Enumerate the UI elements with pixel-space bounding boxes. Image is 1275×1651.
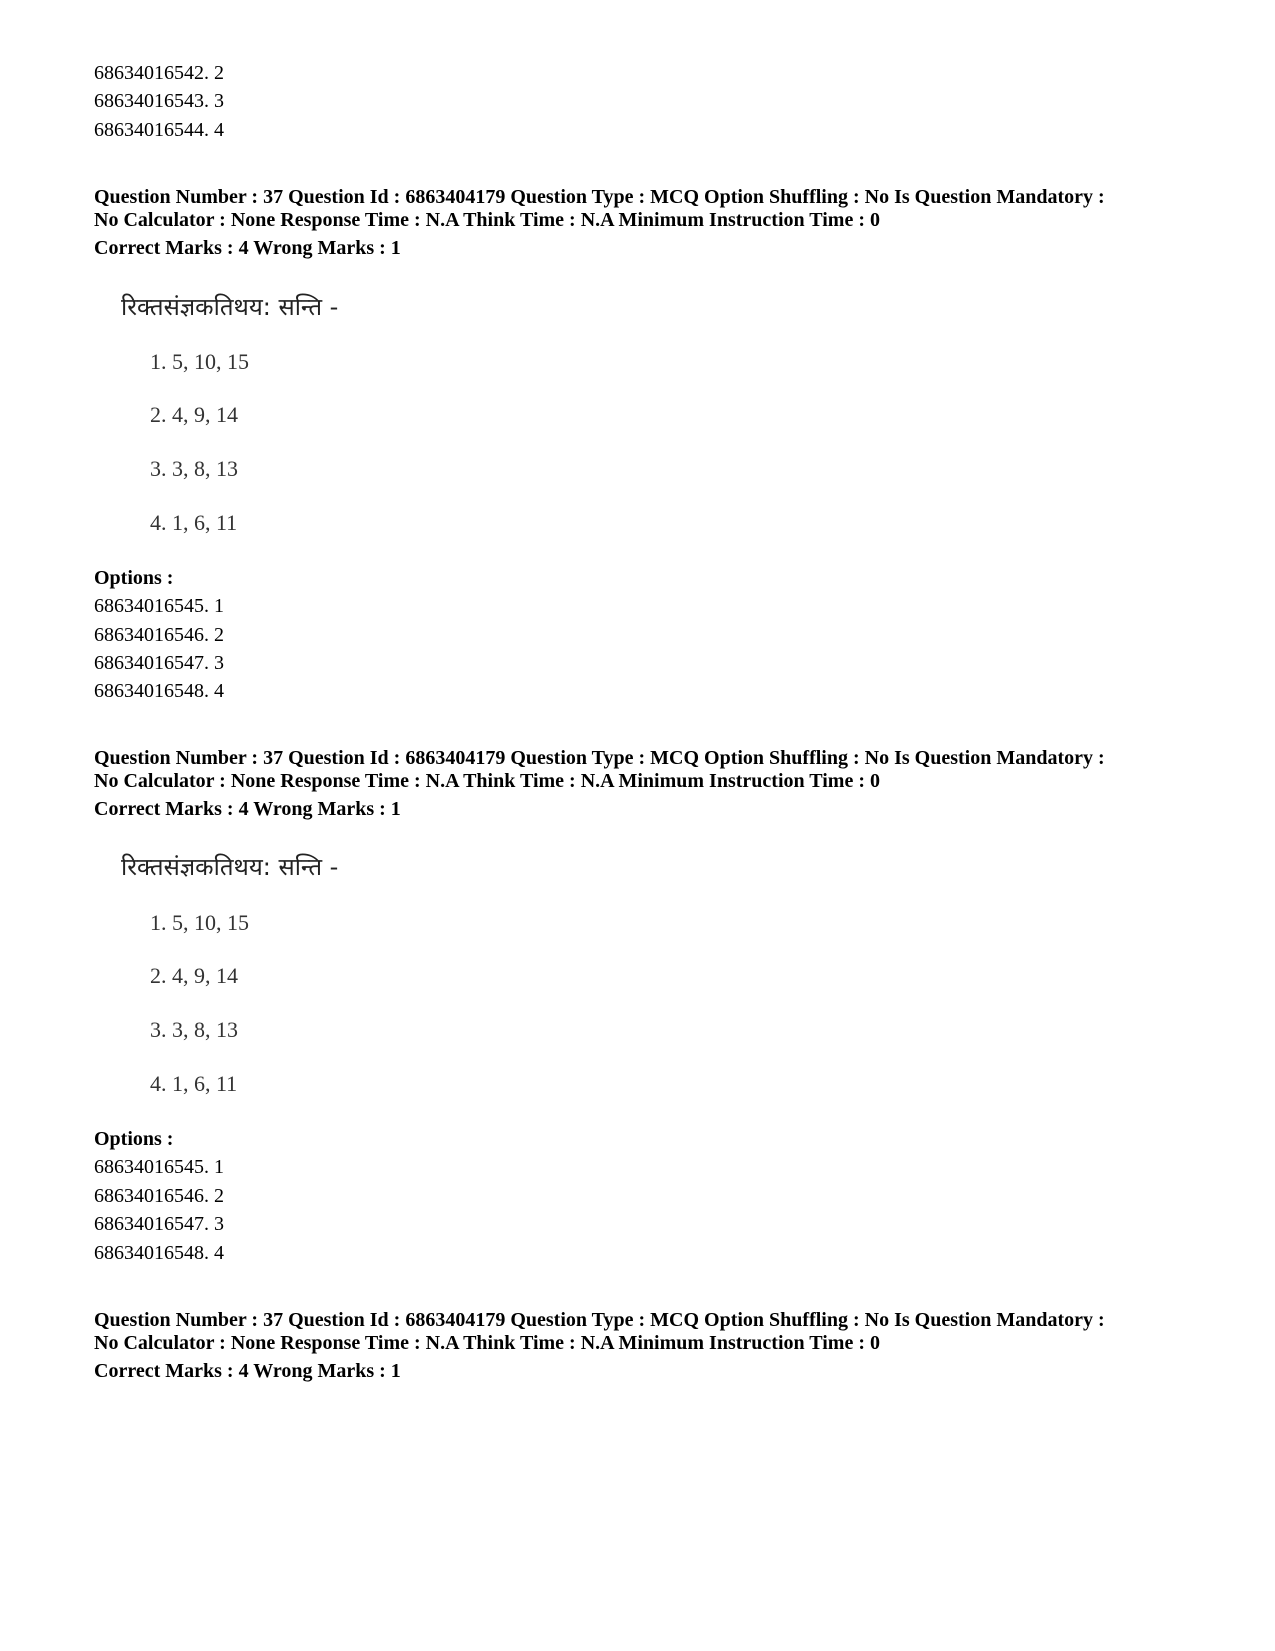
option-line: 68634016548. 4	[94, 680, 224, 702]
options-label: Options :	[94, 567, 174, 589]
option-line: 68634016542. 2	[94, 62, 224, 84]
question-header: No Calculator : None Response Time : N.A Think Time : N.A Minimum Instruction Time : 0	[94, 209, 880, 231]
question-header: No Calculator : None Response Time : N.A Think Time : N.A Minimum Instruction Time : 0	[94, 770, 880, 792]
option-line: 68634016546. 2	[94, 1185, 224, 1207]
answer-choice: 3. 3, 8, 13	[150, 1017, 238, 1042]
option-line: 68634016544. 4	[94, 119, 224, 141]
marks-line: Correct Marks : 4 Wrong Marks : 1	[94, 237, 401, 259]
answer-choice: 4. 1, 6, 11	[150, 510, 238, 535]
question-header: No Calculator : None Response Time : N.A Think Time : N.A Minimum Instruction Time : 0	[94, 1332, 880, 1354]
question-header: Question Number : 37 Question Id : 6863404179 Question Type : MCQ Option Shuffling : No Is Question Mandatory :	[94, 747, 1105, 769]
answer-choice: 1. 5, 10, 15	[150, 910, 249, 935]
answer-choice: 2. 4, 9, 14	[150, 402, 238, 427]
option-line: 68634016547. 3	[94, 1213, 224, 1235]
option-line: 68634016545. 1	[94, 1156, 224, 1178]
question-text: रिक्तसंज्ञकतिथय: सन्ति -	[121, 853, 339, 881]
option-line: 68634016543. 3	[94, 90, 224, 112]
marks-line: Correct Marks : 4 Wrong Marks : 1	[94, 1360, 401, 1382]
answer-choice: 1. 5, 10, 15	[150, 349, 249, 374]
question-text: रिक्तसंज्ञकतिथय: सन्ति -	[121, 293, 339, 321]
question-header: Question Number : 37 Question Id : 6863404179 Question Type : MCQ Option Shuffling : No Is Question Mandatory :	[94, 1309, 1105, 1331]
marks-line: Correct Marks : 4 Wrong Marks : 1	[94, 798, 401, 820]
answer-choice: 3. 3, 8, 13	[150, 456, 238, 481]
question-header: Question Number : 37 Question Id : 6863404179 Question Type : MCQ Option Shuffling : No Is Question Mandatory :	[94, 186, 1105, 208]
answer-choice: 4. 1, 6, 11	[150, 1071, 238, 1096]
options-label: Options :	[94, 1128, 174, 1150]
answer-choice: 2. 4, 9, 14	[150, 963, 238, 988]
option-line: 68634016548. 4	[94, 1242, 224, 1264]
option-line: 68634016545. 1	[94, 595, 224, 617]
option-line: 68634016547. 3	[94, 652, 224, 674]
option-line: 68634016546. 2	[94, 624, 224, 646]
